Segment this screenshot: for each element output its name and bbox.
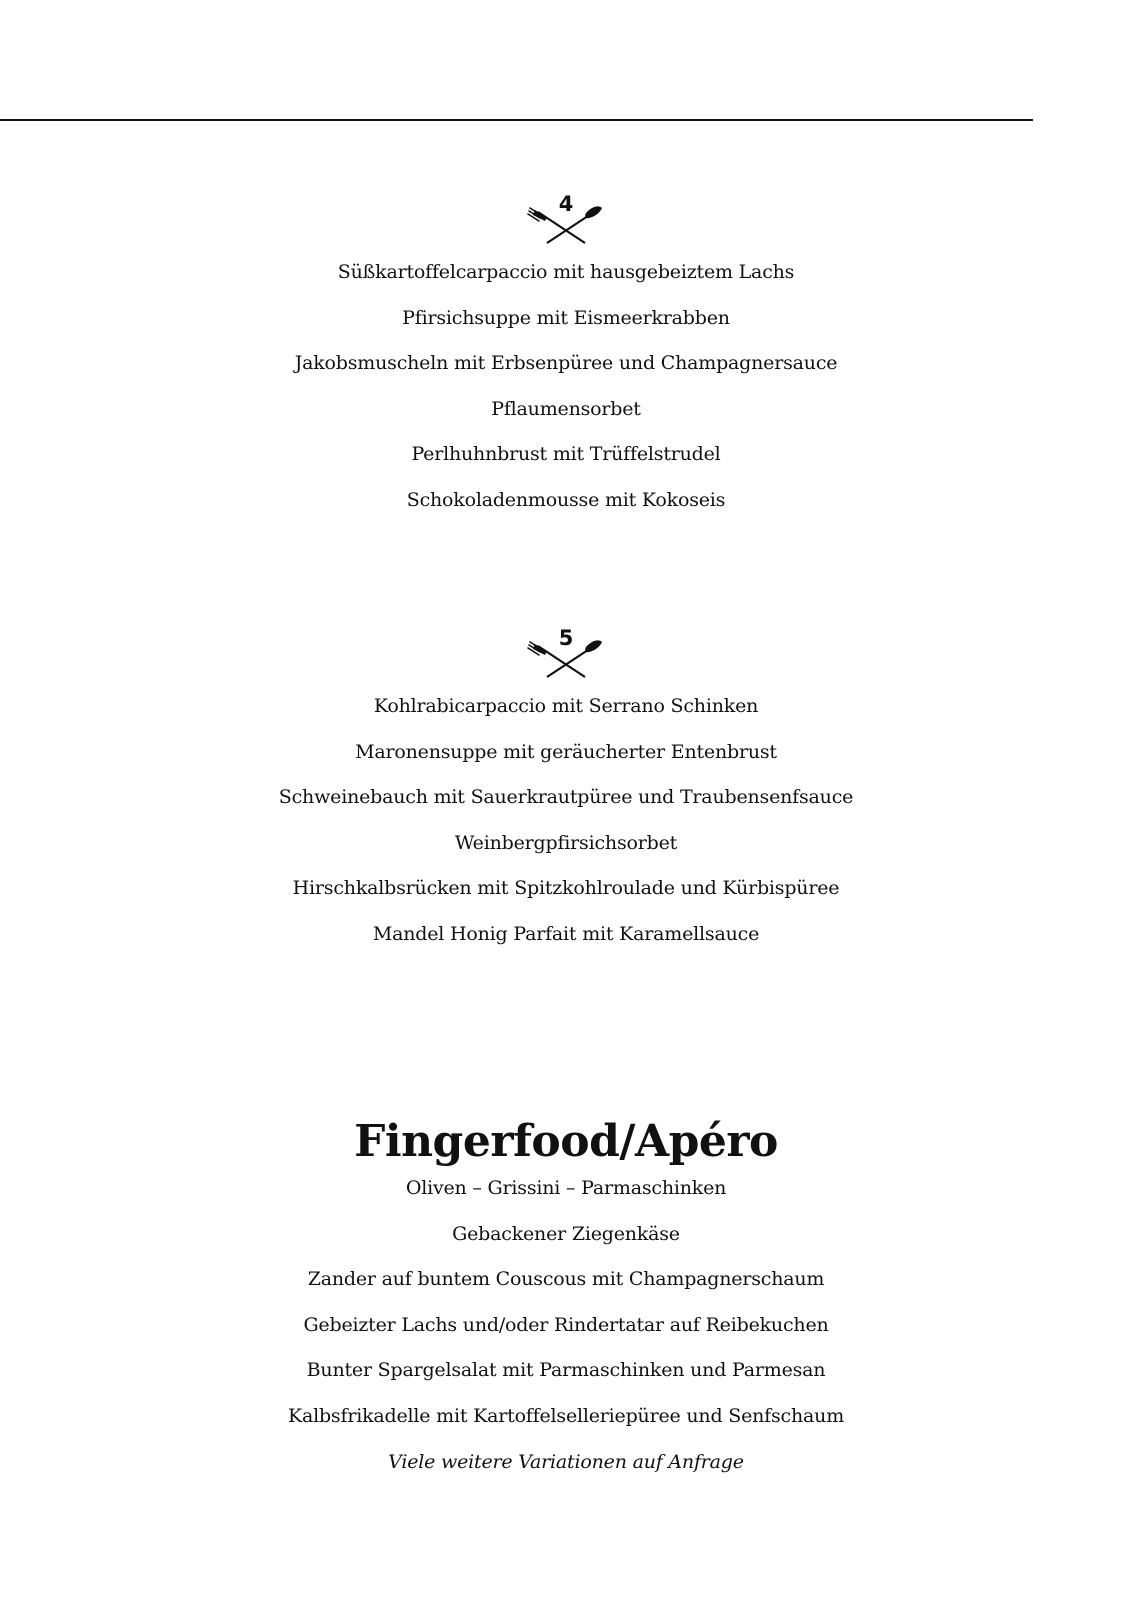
menu-5-dish: Kohlrabicarpaccio mit Serrano Schinken bbox=[373, 695, 759, 717]
fingerfood-list bbox=[0, 1178, 1132, 1473]
menu-4-dish: Jakobsmuscheln mit Erbsenpüree und Champagnersauce bbox=[294, 352, 838, 375]
fingerfood-item: Gebeizter Lachs und/oder Rindertatar auf Reibekuchen bbox=[303, 1313, 829, 1336]
menu-5-dish: Mandel Honig Parfait mit Karamellsauce bbox=[372, 922, 760, 945]
fingerfood-item: Kalbsfrikadelle mit Kartoffelselleriepüree und Senfschaum bbox=[287, 1404, 845, 1427]
fingerfood-section bbox=[0, 1117, 1132, 1497]
menu-4-dish: Perlhuhnbrust mit Trüffelstrudel bbox=[411, 443, 721, 466]
fingerfood-item: Zander auf buntem Couscous mit Champagnerschaum bbox=[307, 1268, 825, 1291]
fingerfood-note: Viele weitere Variationen auf Anfrage bbox=[388, 1450, 744, 1473]
menu-5-number: 5 bbox=[558, 626, 574, 650]
top-divider-line bbox=[0, 119, 1033, 121]
menu-5-dish: Schweinebauch mit Sauerkrautpüree und Traubensenfsauce bbox=[278, 786, 854, 809]
menu-4-dish: Pfirsichsuppe mit Eismeerkrabben bbox=[402, 306, 730, 329]
menu-5-dish-list bbox=[0, 696, 1132, 945]
menu-4-dish: Pflaumensorbet bbox=[491, 397, 641, 420]
menu-4-dish: Schokoladenmousse mit Kokoseis bbox=[406, 488, 726, 511]
menu-4-dish-list bbox=[0, 262, 1132, 511]
fingerfood-title: Fingerfood/Apéro bbox=[354, 1116, 778, 1167]
menu-5-dish: Maronensuppe mit geräucherter Entenbrust bbox=[355, 740, 777, 763]
fingerfood-item: Bunter Spargelsalat mit Parmaschinken und Parmesan bbox=[306, 1359, 826, 1382]
menu-5-dish: Weinbergpfirsichsorbet bbox=[454, 831, 678, 854]
menu-5-dish: Hirschkalbsrücken mit Spitzkohlroulade und Kürbispüree bbox=[292, 877, 840, 900]
menu-5-section bbox=[0, 627, 1132, 970]
menu-4-section bbox=[0, 193, 1132, 536]
menu-4-dish: Süßkartoffelcarpaccio mit hausgebeiztem Lachs bbox=[337, 261, 795, 283]
menu-4-number: 4 bbox=[558, 192, 574, 216]
fingerfood-item: Oliven – Grissini – Parmaschinken bbox=[405, 1177, 727, 1199]
fingerfood-item: Gebackener Ziegenkäse bbox=[452, 1222, 680, 1245]
menu-5-badge bbox=[526, 627, 606, 679]
menu-4-badge bbox=[526, 193, 606, 245]
